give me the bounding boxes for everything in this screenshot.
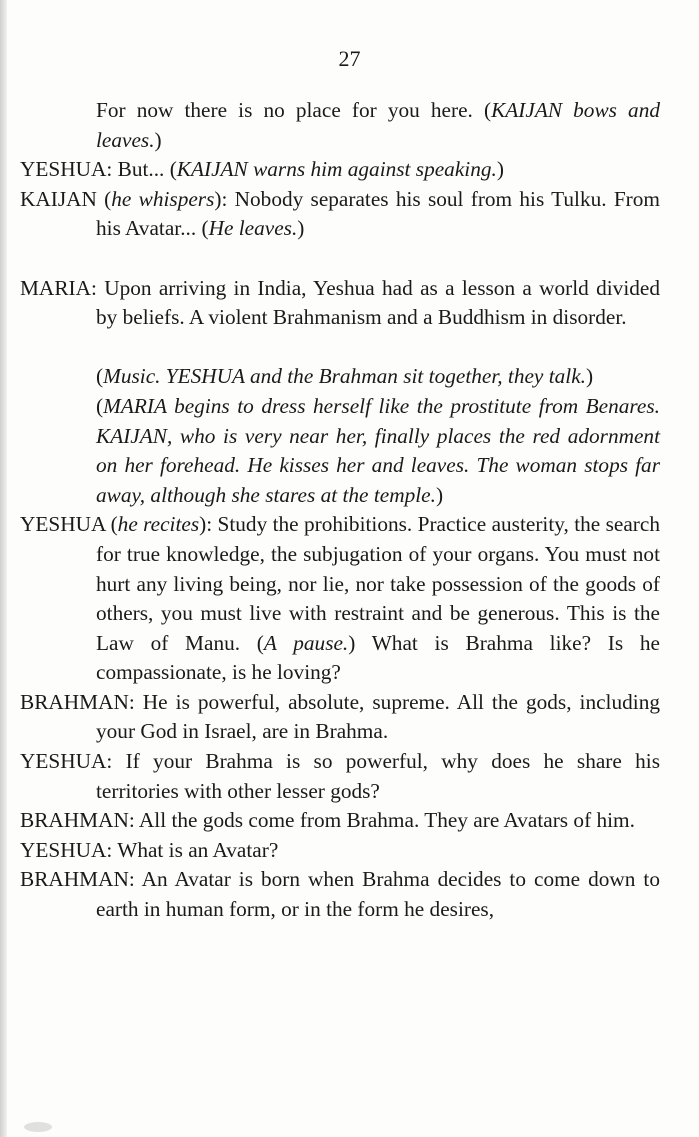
text-run: ) [585, 364, 594, 389]
italic-run: he whispers [111, 186, 215, 211]
scan-smudge [24, 1122, 52, 1132]
text-run: ) [154, 127, 162, 152]
text-run: MARIA: Upon arriving in India, Yeshua had as a lesson a world divided by beliefs. A violent Brahmanism and a Buddhism in disorder. [20, 275, 660, 330]
italic-run: KAIJAN bows and leaves. [96, 98, 661, 152]
paragraph [20, 806, 660, 836]
paragraph [20, 155, 660, 185]
italic-run: MARIA begins to dress herself like the prostitute from Benares. KAIJAN, who is very near her, finally places the red adornment on her forehead. He kisses her and leaves. The woman stops far away, although she stares at the temple. [96, 393, 660, 507]
text-run: ): Study the prohibitions. Practice austerity, the search for true knowledge, the subjugation of your organs. You must not hurt any living being, nor lie, nor take possession of the goods of others, you must live with restraint and be generous. This is the Law of Manu. ( [96, 512, 660, 655]
text-run: ) [297, 216, 305, 241]
paragraph [20, 510, 660, 688]
paragraph [20, 274, 660, 333]
italic-run: A pause. [263, 630, 349, 655]
text-run: ( [96, 364, 104, 389]
text-run: For now there is no place for you here. [96, 98, 484, 122]
italic-run: Music. YESHUA and the Brahman sit together, they talk. [103, 364, 586, 389]
text-run: BRAHMAN: An Avatar is born when Brahma decides to come down to earth in human form, or in the form he desires, [20, 867, 660, 922]
script-text [20, 96, 660, 925]
text-run: YESHUA: If your Brahma is so powerful, why does he share his territories with other lesser gods? [20, 749, 660, 803]
text-run: ( [201, 216, 209, 241]
text-run: ( [483, 98, 492, 122]
paragraph [20, 865, 660, 924]
text-run: BRAHMAN: All the gods come from Brahma. They are Avatars of him. [20, 808, 635, 833]
paragraph [20, 836, 660, 866]
italic-run: KAIJAN warns him against speaking. [176, 157, 497, 182]
text-run: ): Nobody separates his soul from his Tulku. From his Avatar... [96, 186, 660, 241]
italic-run: he recites [117, 512, 200, 537]
text-run: ( [169, 157, 177, 182]
text-run: YESHUA ( [20, 512, 118, 537]
paragraph [20, 185, 660, 244]
text-run: ) [496, 157, 504, 182]
text-run: ) [435, 482, 444, 507]
text-run: KAIJAN ( [20, 186, 112, 211]
paragraph [20, 96, 660, 155]
stage-direction [20, 362, 660, 392]
text-run: ) What is Brahma like? Is he compassionate, is he loving? [96, 630, 660, 685]
italic-run: He leaves. [208, 216, 298, 241]
text-run: BRAHMAN: He is powerful, absolute, supreme. All the gods, including your God in Israel, are in Brahma. [20, 689, 660, 744]
page-binding-edge [0, 0, 7, 1137]
paragraph [20, 747, 660, 806]
page-number: 27 [338, 46, 361, 71]
text-run: ( [96, 393, 104, 418]
paragraph [20, 688, 660, 747]
text-run: YESHUA: But... [20, 157, 170, 182]
text-run: YESHUA: What is an Avatar? [20, 837, 279, 862]
stage-direction [20, 392, 660, 510]
